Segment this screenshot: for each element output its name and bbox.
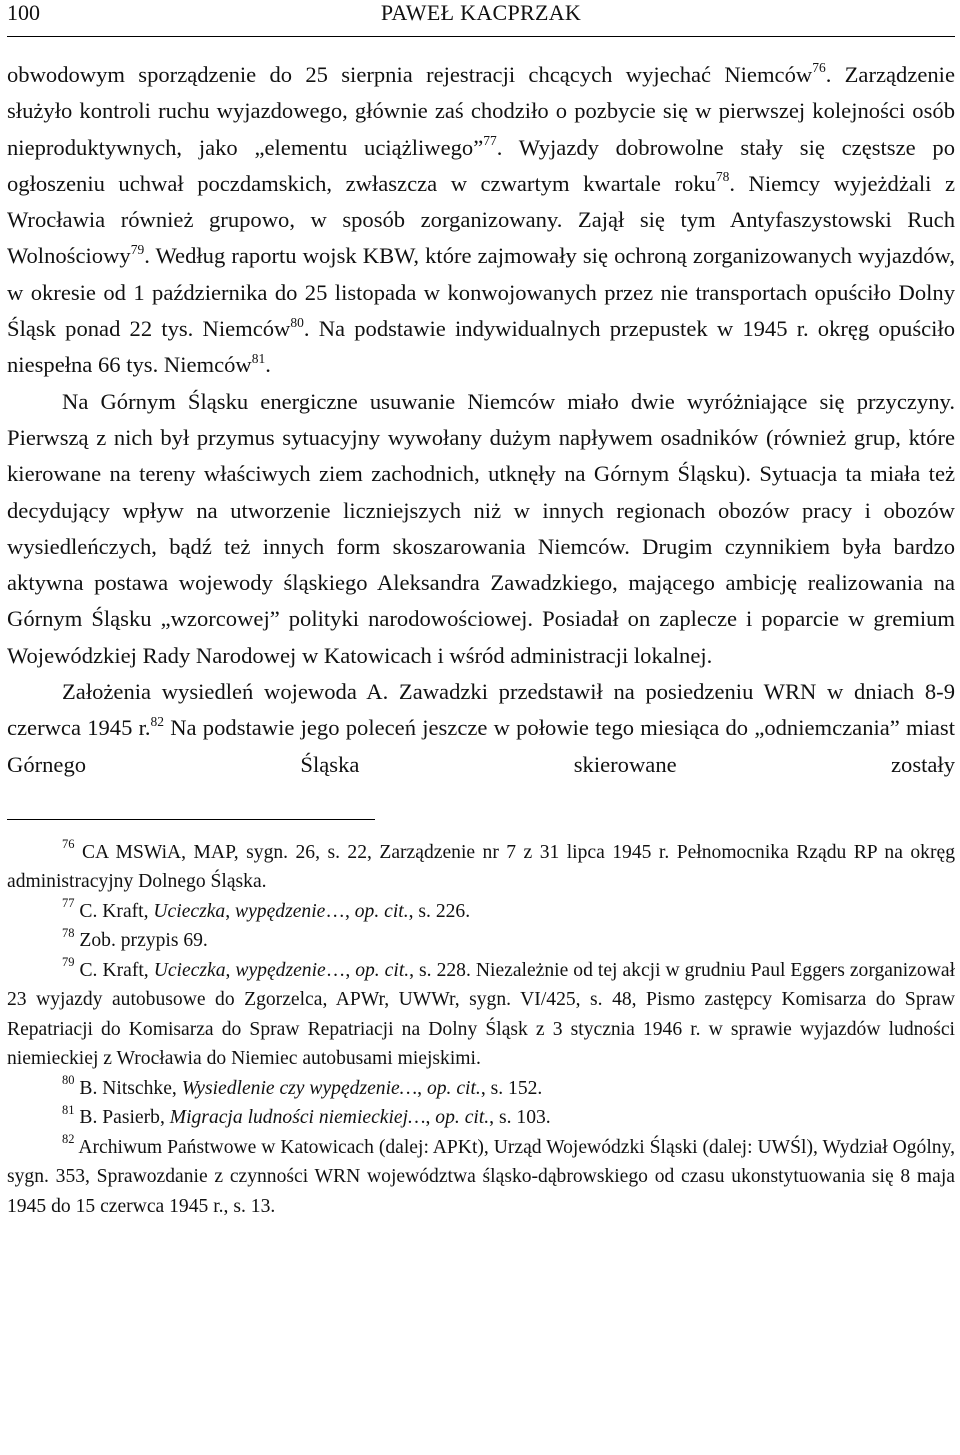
footnote-ref-78: 78 — [715, 169, 730, 185]
footnote-76: $^{76}$ CA MSWiA, MAP, sygn. 26, s. 22, Zarządzenie nr 7 z 31 lipca 1945 r. Pełnomocnika Rządu RP na okręg administracyjny Dolnego Śląska. — [7, 837, 955, 893]
footnote-ref-81: 81 — [251, 350, 266, 366]
footnote-82: $^{82}$ Archiwum Państwowe w Katowicach (dalej: APKt), Urząd Wojewódzki Śląski (dalej: UWŚl), Wydział Ogólny, sygn. 353, Sprawozdanie z czynności WRN województwa śląsko-dąbrowskiego od czasu ukonstytuowania się 8 maja 1945 do 15 czerwca 1945 r., s. 13. — [7, 1132, 955, 1217]
footnotes — [7, 838, 955, 1222]
paragraph-1: obwodowym sporządzenie do 25 sierpnia rejestracji chcących wyjechać Niemców$^{76}$. Zarządzenie służyło kontroli ruchu wyjazdowego, głównie zaś chodziło o pozbycie się w pierwszej kolejności osób nieproduktywnych, jako „elementu uciążliwego”$^{77}$. Wyjazdy dobrowolne stały się częstsze po ogłoszeniu uchwał poczdamskich, zwłaszcza w czwartym kwartale roku$^{78}$. Niemcy wyjeżdżali z Wrocławia również grupowo, w sposób zorganizowany. Zajął się tym Antyfaszystowski Ruch Wolnościowy$^{79}$. Według raportu wojsk KBW, które zajmowały się ochroną zorganizowanych wyjazdów, w okresie od 1 października do 25 listopada w konwojowanych przez nie transportach opuściło Dolny Śląsk ponad 22 tys. Niemców$^{80}$. Na podstawie indywidualnych przepustek w 1945 r. okręg opuściło niespełna 66 tys. Niemców$^{81}$. — [7, 60, 955, 378]
main-text — [7, 57, 955, 783]
footnote-77: $^{77}$ C. Kraft, Ucieczka, wypędzenie…, op. cit., s. 226. — [62, 896, 471, 922]
footnote-ref-82: 82 — [150, 713, 165, 729]
footnote-separator — [7, 819, 375, 820]
footnote-79: $^{79}$ C. Kraft, Ucieczka, wypędzenie…, op. cit., s. 228. Niezależnie od tej akcji w grudniu Paul Eggers zorganizował 23 wyjazdy autobusowe do Zgorzelca, APWr, UWWr, sygn. VI/425, s. 48, Pismo zastępcy Komisarza do Spraw Repatriacji do Komisarza do Spraw Repatriacji na Dolny Śląsk z 3 stycznia 1946 r. w sprawie wyjazdów ludności niemieckiej z Wrocławia do Niemiec autobusami miejskimi. — [7, 955, 956, 1070]
footnote-ref-76: 76 — [812, 60, 826, 76]
page-header — [7, 0, 955, 37]
footnote-ref-77: 77 — [483, 133, 497, 149]
footnote-78: $^{78}$ Zob. przypis 69. — [62, 925, 208, 952]
footnote-ref-80: 80 — [290, 314, 304, 330]
footnote-ref-79: 79 — [130, 241, 145, 257]
paragraph-2: Na Górnym Śląsku energiczne usuwanie Niemców miało dwie wyróżniające się przyczyny. Pierwszą z nich był przymus sytuacyjny wywołany dużym napływem osadników (również grup, które kierowane na tereny właściwych ziem zachodnich, utknęły na Górnym Śląsku). Sytuacja ta miała też decydujący wpływ na utworzenie liczniejszych niż w innych regionach obozów pracy i obozów wysiedleńczych, bądź też innych form skoszarowania Niemców. Drugim czynnikiem była bardzo aktywna postawa wojewody śląskiego Aleksandra Zawadzkiego, mającego ambicję realizowania na Górnym Śląsku „wzorcowej” polityki narodowościowej. Posiadał on zaplecze i poparcie w gremium Wojewódzkiej Rady Narodowej w Katowicach i wśród administracji lokalnej. — [7, 388, 955, 668]
running-title: PAWEŁ KACPRZAK — [380, 0, 582, 25]
paragraph-3: Założenia wysiedleń wojewoda A. Zawadzki przedstawił na posiedzeniu WRN w dniach 8-9 czerwca 1945 r.$^{82}$ Na podstawie jego poleceń jeszcze w połowie tego miesiąca do „odniemczania” miast Górnego Śląska skierowane zostały — [7, 679, 955, 777]
page-number: 100 — [7, 0, 40, 25]
footnote-81: $^{81}$ B. Pasierb, Migracja ludności niemieckiej…, op. cit., s. 103. — [62, 1102, 551, 1129]
document-page — [7, 0, 955, 1221]
footnote-80: $^{80}$ B. Nitschke, Wysiedlenie czy wypędzenie…, op. cit., s. 152. — [62, 1073, 543, 1099]
